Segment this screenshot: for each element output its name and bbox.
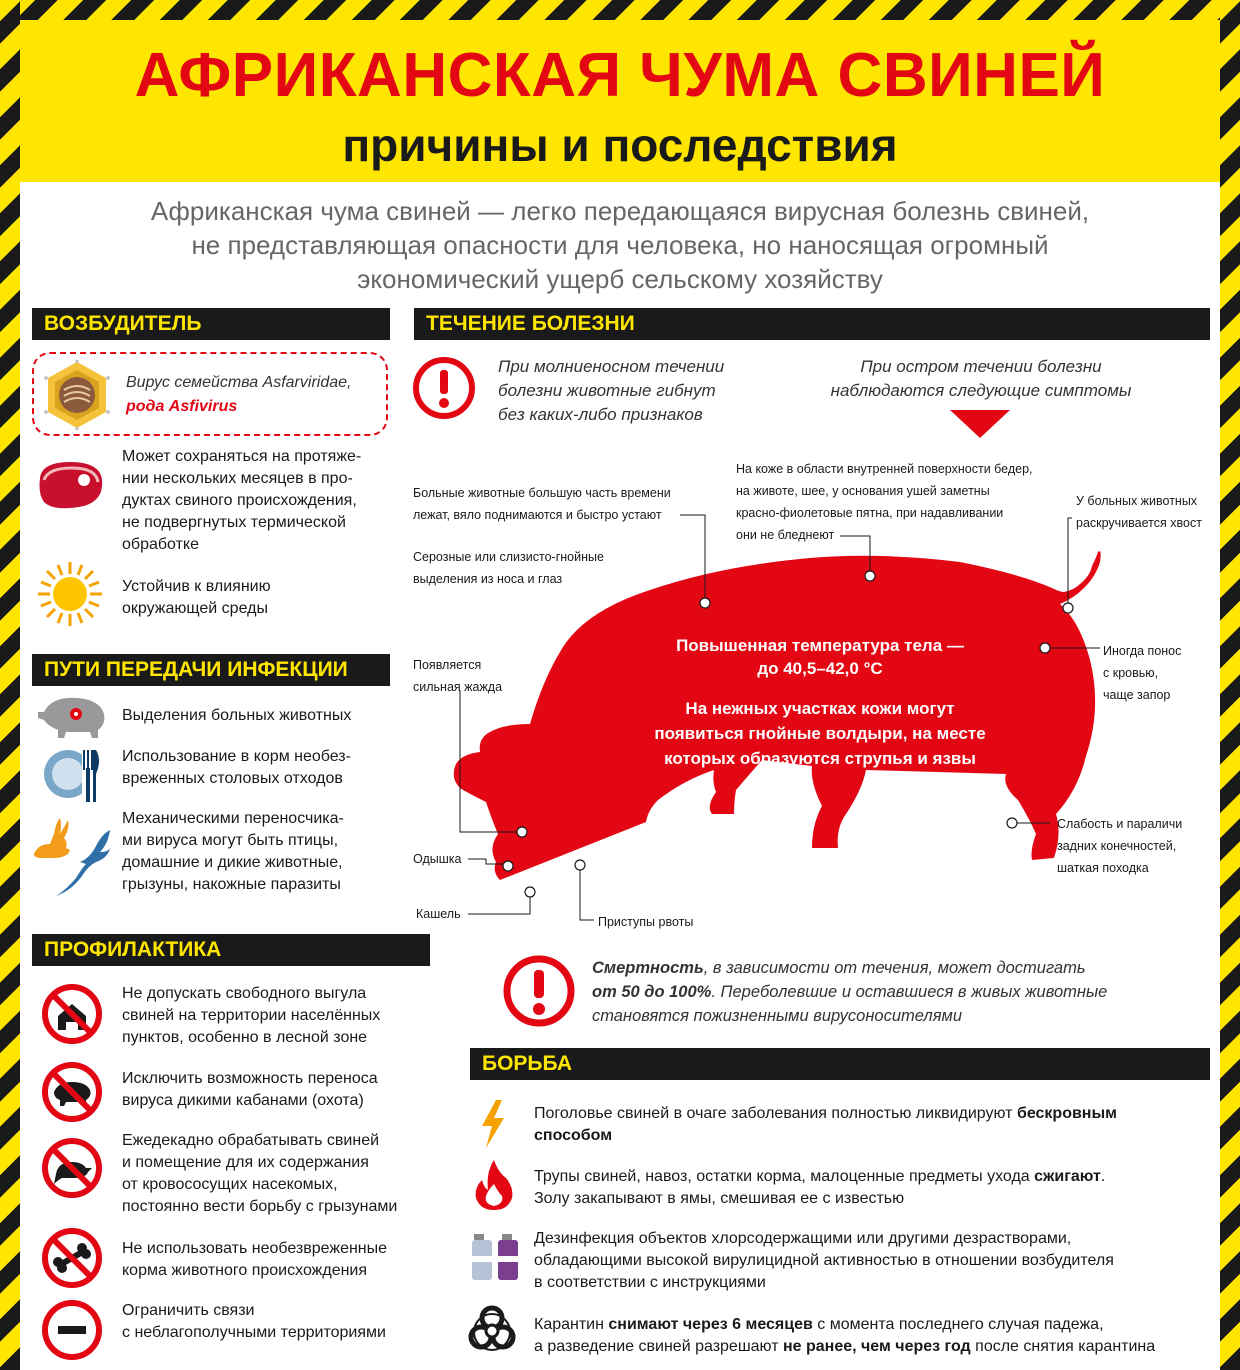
title-band (20, 20, 1220, 182)
callout-cough: Кашель (416, 907, 461, 921)
no-rat-icon (40, 1136, 104, 1200)
virus-card (32, 352, 388, 436)
hazard-stripe-right (1220, 0, 1240, 1370)
biohazard-icon (466, 1304, 518, 1356)
section-heading-prevention: ПРОФИЛАКТИКА (32, 934, 430, 966)
control-item: Карантин снимают через 6 месяцев с момента последнего случая падежа, а разведение свиней разрешают не ранее, чем через год после снятия карантина (534, 1316, 1156, 1355)
transmission-item: Механическими переносчика- ми вируса могут быть птицы, домашние и дикие животные, грызуны, накожные паразиты (122, 810, 344, 893)
control-item: Трупы свиней, навоз, остатки корма, малоценные предметы ухода сжигают. Золу закапывают в ямы, смешивая ее с известью (534, 1168, 1106, 1207)
fulminant-course-text: При молниеносном течении болезни животные гибнут без каких-либо признаков (498, 357, 725, 424)
section-heading-course: ТЕЧЕНИЕ БОЛЕЗНИ (414, 308, 1210, 340)
page-title: АФРИКАНСКАЯ ЧУМА СВИНЕЙ (134, 41, 1106, 110)
blisters-text: На нежных участках кожи могут появиться гнойные волдыри, на месте которых образуются струпья и язвы (654, 699, 986, 768)
virus-family: Вирус семейства Asfarviridae, (126, 374, 352, 391)
pathogen-item-sun: Устойчив к влиянию окружающей среды (122, 578, 271, 617)
prevention-item: Не использовать необезвреженные корма животного происхождения (122, 1240, 388, 1279)
no-bone-icon (40, 1226, 104, 1290)
section-heading-pathogen: ВОЗБУДИТЕЛЬ (32, 308, 390, 340)
callout-thirst: Появляется сильная жажда (413, 658, 503, 694)
virus-icon (42, 360, 112, 430)
bottles-icon (470, 1234, 522, 1280)
no-entry-icon (40, 1298, 104, 1362)
prevention-item: Ежедекадно обрабатывать свиней и помещение для их содержания от кровососущих насекомых, постоянно вести борьбу с грызунами (122, 1132, 398, 1215)
callout-tail: У больных животных раскручивается хвост (1076, 494, 1202, 530)
section-heading-transmission: ПУТИ ПЕРЕДАЧИ ИНФЕКЦИИ (32, 654, 390, 686)
control-item: Дезинфекция объектов хлорсодержащими или другими дезрастворами, обладающими высокой вирулицидной активностью в отношении возбудителя в соответствии с инструкциями (534, 1230, 1114, 1291)
callout-vomiting: Приступы рвоты (598, 915, 694, 929)
fire-icon (474, 1160, 514, 1210)
transmission-item: Использование в корм необез- вреженных столовых отходов (122, 748, 351, 787)
prevention-item: Исключить возможность переноса вируса дикими кабанами (охота) (122, 1070, 378, 1109)
temperature-text: Повышенная температура тела — до 40,5–42,0 °С (676, 636, 964, 678)
mortality-warning-icon (502, 954, 576, 1028)
section-heading-control: БОРЬБА (470, 1048, 1210, 1080)
lightning-icon (478, 1100, 508, 1148)
meat-icon (34, 458, 106, 512)
callout-skin-spots: На коже в области внутренней поверхности бедер, на животе, шее, у основания ушей заметны красно-фиолетовые пятна, при надавливании они не бледнеют (736, 462, 1033, 542)
callout-weakness: Слабость и параличи задних конечностей, шаткая походка (1057, 817, 1183, 875)
hazard-stripe-top (0, 0, 1240, 20)
rabbit-bird-icon (30, 810, 114, 898)
callout-lethargy: Больные животные большую часть времени лежат, вяло поднимаются и быстро устают (413, 486, 671, 522)
plate-cutlery-icon (42, 744, 102, 806)
page-subtitle: причины и последствия (342, 119, 898, 171)
transmission-item: Выделения больных животных (122, 707, 352, 724)
intro-line: не представляющая опасности для человека, но наносящая огромный (191, 230, 1049, 260)
sun-icon (36, 560, 104, 628)
pathogen-item-meat: Может сохраняться на протяже- нии нескольких месяцев в про- дуктах свиного происхождения, не подвергнутых термической обработке (122, 448, 362, 553)
acute-course-text: При остром течении болезни наблюдаются следующие симптомы (830, 357, 1132, 400)
prevention-item: Ограничить связи с неблагополучными территориями (122, 1302, 386, 1341)
control-item: Поголовье свиней в очаге заболевания полностью ликвидируют бескровным способом (534, 1105, 1117, 1144)
no-house-icon (40, 982, 104, 1046)
virus-genus: рода Asfivirus (126, 398, 238, 415)
callout-dyspnea: Одышка (413, 852, 462, 866)
hazard-stripe-left (0, 0, 20, 1370)
intro-line: Африканская чума свиней — легко передающаяся вирусная болезнь свиней, (150, 196, 1090, 226)
warning-icon (412, 356, 476, 420)
mortality-text: Смертность, в зависимости от течения, может достигать от 50 до 100%. Переболевшие и оставшиеся в живых животные становятся пожизненными вирусоносителями (592, 959, 1108, 1025)
prevention-item: Не допускать свободного выгула свиней на территории населённых пунктов, особенно в лесной зоне (122, 985, 381, 1046)
down-arrow-icon (950, 410, 1010, 440)
intro-text (40, 194, 1200, 296)
callout-diarrhea: Иногда понос с кровью, чаще запор (1103, 644, 1182, 702)
callout-discharge: Серозные или слизисто-гнойные выделения из носа и глаз (413, 550, 604, 586)
intro-line: экономический ущерб сельскому хозяйству (357, 264, 883, 294)
no-boar-icon (40, 1060, 104, 1124)
sick-pig-icon (36, 694, 108, 738)
